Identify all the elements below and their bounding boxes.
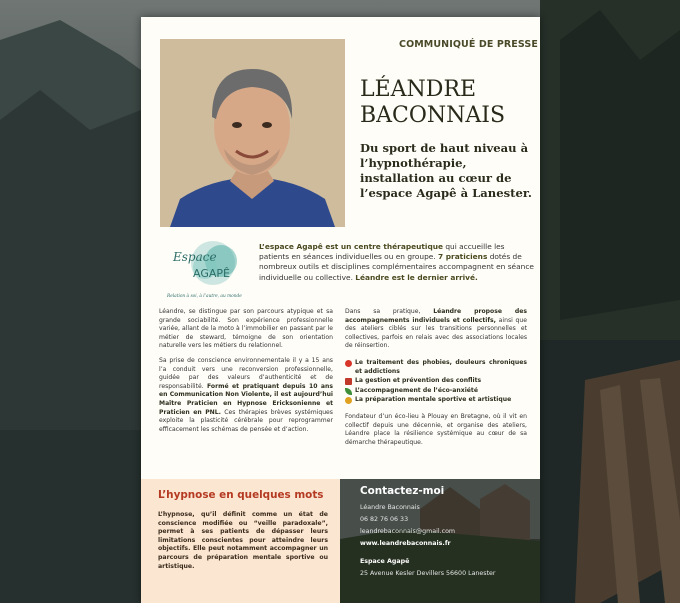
hypnosis-box [141,479,340,603]
contact-website[interactable]: www.leandrebaconnais.fr [360,540,451,547]
left-column [159,308,333,440]
headline-subtitle: Du sport de haut niveau à l’hypnothérapie, installation au cœur de l’espace Agapê à Lanester. [360,141,532,200]
right-p1-text: Dans sa pratique, [345,308,434,315]
contact-place: Espace Agapê [360,558,410,565]
intro-practitioners: 7 praticiens [438,252,488,262]
right-p1-bold: Léandre propose des accompagnements individuels et collectifs, [345,308,527,324]
person-name-line1: LÉANDRE [360,77,477,102]
intro-paragraph [259,242,534,283]
intro-center-name: L’espace Agapê est un centre thérapeutique [259,242,444,251]
press-release-kicker: COMMUNIQUÉ DE PRESSE [399,39,538,50]
contact-address: 25 Avenue Kesler Devillers 56600 Lanester [360,570,496,577]
left-paragraph-1: Léandre, se distingue par son parcours atypique et sa grande sociabilité. Son expérience professionnelle variée, allant de la moto à l’immobilier en passant par le métier de steward, témoigne de son orientation naturelle vers les métiers du relationnel. [159,308,333,350]
intro-last-arrived: Léandre est le dernier arrivé. [355,272,478,282]
hypnosis-title: L’hypnose en quelques mots [158,489,324,501]
right-column [345,308,527,453]
red-dot-icon [345,360,352,367]
intro-text-1: qui accueille les patients en séances individuelles ou en groupe. [259,242,505,262]
conflict-square-icon [345,378,352,385]
person-name-line2: BACONNAIS [360,103,506,128]
left-p2-end: Ces thérapies brèves systémiques exploite la plasticité cérébrale pour reprogrammer efficacement les schémas de pensée et d’action. [159,408,333,433]
right-p1-end: ainsi que des ateliers ciblés sur les transitions personnelles et collectives, parfois en relais avec des associations locales de réinsertion. [345,316,527,350]
contact-email[interactable]: leandrebaconnais@gmail.com [360,528,456,535]
contact-name: Léandre Baconnais [360,504,420,511]
contact-phone[interactable]: 06 82 76 06 33 [360,516,409,523]
intro-text-2: dotés de nombreux outils et disciplines complémentaires accompagnent en séance individuelle ou collective. [259,252,534,282]
espace-agape-logo [163,235,258,307]
left-p2-bold: Formé et pratiquant depuis 10 ans en Communication Non Violente, il est aujourd’hui Maître Praticien en Hypnose Ericksonienne et Praticien en PNL. [159,382,333,416]
person-name [360,77,535,129]
contact-box [340,479,540,603]
logo-word1: Espace [173,250,217,264]
portrait-photo [160,39,345,227]
right-paragraph-1 [345,308,527,351]
logo-word2: AGAPÊ [193,267,230,280]
press-release-page [141,17,540,603]
services-list [345,359,527,405]
list-item: La gestion et prévention des conflits [345,377,527,386]
medal-icon [345,397,352,404]
left-p2-text: Sa prise de conscience environnementale il y a 15 ans l’a conduit vers une reconversion professionnelle, guidée par des valeurs d’authenticité et de responsabilité. [159,356,333,390]
list-item: L’accompagnement de l’éco-anxiété [345,387,527,396]
right-paragraph-2: Fondateur d’un éco-lieu à Plouay en Bretagne, où il vit en collectif depuis une décennie, et organise des ateliers, Léandre place la résilience systémique au cœur de sa démarche thérapeutique. [345,412,527,446]
logo-tagline: Relation à soi, à l’autre, au monde [167,294,242,299]
contact-title: Contactez-moi [360,485,445,497]
leaf-icon [345,388,352,395]
list-item: La préparation mentale sportive et artistique [345,396,527,405]
left-paragraph-2 [159,357,333,434]
hypnosis-text: L’hypnose, qu’il définit comme un état de conscience modifiée ou “veille paradoxale”, permet à ses patients de dépasser leurs limitations conscientes pour atteindre leurs objectifs. Elle peut notamment accompagner un parcours de préparation mentale sportive ou artistique. [158,511,328,570]
list-item: Le traitement des phobies, douleurs chroniques et addictions [345,359,527,376]
